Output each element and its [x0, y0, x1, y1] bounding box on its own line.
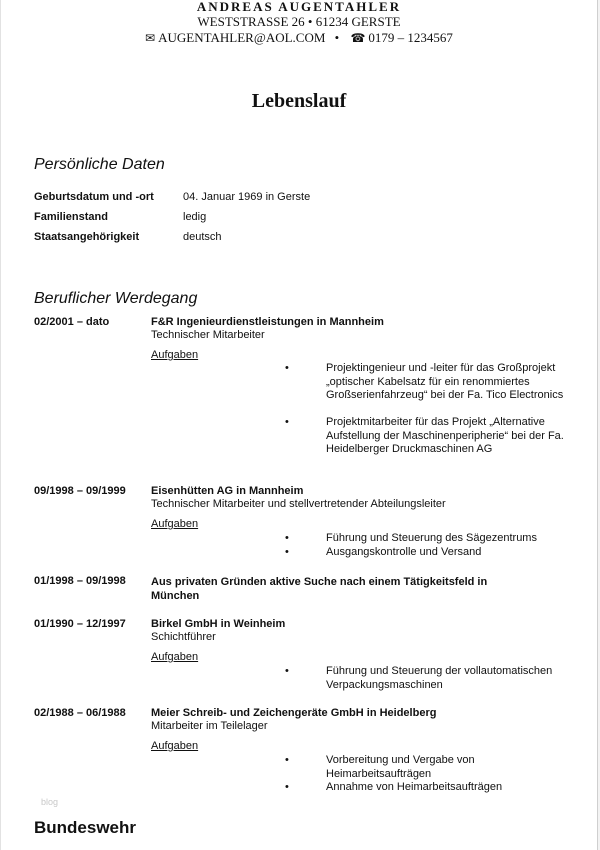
career-entry-4-task-1: Führung und Steuerung der vollautomatischen Verpackungsmaschinen	[326, 665, 553, 691]
career-entry-1-task-2: Projektmitarbeiter für das Projekt „Alternative Aufstellung der Maschinenperipherie“ bei der Fa. Heidelberger Druckmaschinen AG	[326, 416, 564, 455]
career-entry-4-tasks-label: Aufgaben	[151, 651, 199, 663]
contact-separator: •	[334, 30, 340, 45]
bullet: •	[285, 362, 289, 374]
personal-label-marital: Familienstand	[34, 211, 108, 223]
bullet: •	[285, 754, 289, 766]
bullet: •	[285, 781, 289, 793]
personal-value-nationality: deutsch	[183, 231, 222, 243]
bullet: •	[285, 546, 289, 558]
bullet: •	[285, 416, 289, 428]
career-entry-1-dates: 02/2001 – dato	[34, 316, 110, 328]
section-heading-bundeswehr: Bundeswehr	[34, 818, 137, 837]
career-entry-2-role: Technischer Mitarbeiter und stellvertretender Abteilungsleiter	[151, 498, 446, 510]
section-heading-career: Beruflicher Werdegang	[34, 290, 198, 307]
applicant-name: ANDREAS AUGENTAHLER	[196, 0, 402, 14]
career-entry-5-task-1: Vorbereitung und Vergabe von Heimarbeitsaufträgen	[326, 754, 475, 780]
applicant-phone: 0179 – 1234567	[368, 30, 453, 45]
personal-label-nationality: Staatsangehörigkeit	[34, 231, 140, 243]
personal-value-marital: ledig	[183, 211, 207, 223]
applicant-email[interactable]: AUGENTAHLER@AOL.COM	[158, 30, 326, 45]
career-entry-5-task-2: Annahme von Heimarbeitsaufträgen	[326, 781, 503, 793]
career-entry-2-dates: 09/1998 – 09/1999	[34, 485, 126, 497]
career-entry-4-role: Schichtführer	[151, 631, 216, 643]
career-entry-2-tasks-label: Aufgaben	[151, 518, 199, 530]
career-entry-5-tasks-label: Aufgaben	[151, 740, 199, 752]
personal-label-birth: Geburtsdatum und -ort	[34, 191, 154, 203]
career-entry-1-company: F&R Ingenieurdienstleistungen in Mannheim	[151, 316, 384, 328]
career-entry-3-dates: 01/1998 – 09/1998	[34, 575, 126, 587]
section-heading-personal: Persönliche Daten	[34, 156, 165, 173]
career-entry-3-description: Aus privaten Gründen aktive Suche nach einem Tätigkeitsfeld in München	[151, 576, 488, 602]
career-entry-5-role: Mitarbeiter im Teilelager	[151, 720, 268, 732]
career-entry-4-dates: 01/1990 – 12/1997	[34, 618, 126, 630]
applicant-contact	[1, 30, 597, 46]
envelope-icon: ✉	[145, 31, 156, 45]
career-entry-5-dates: 02/1988 – 06/1988	[34, 707, 126, 719]
career-entry-2-task-1: Führung und Steuerung des Sägezentrums	[326, 532, 537, 544]
career-entry-1-task-1: Projektingenieur und -leiter für das Großprojekt „optischer Kabelsatz für ein renommiertes Großserienfahrzeug“ bei der Fa. Tico Electronics	[326, 362, 564, 401]
personal-value-birth: 04. Januar 1969 in Gerste	[183, 191, 311, 203]
career-entry-1-role: Technischer Mitarbeiter	[151, 329, 265, 341]
bullet: •	[285, 532, 289, 544]
career-entry-2-company: Eisenhütten AG in Mannheim	[151, 485, 304, 497]
watermark: blog	[41, 797, 59, 807]
page-title: Lebenslauf	[251, 90, 347, 112]
career-entry-5-company: Meier Schreib- und Zeichengeräte GmbH in Heidelberg	[151, 707, 437, 719]
career-entry-2-task-2: Ausgangskontrolle und Versand	[326, 546, 482, 558]
applicant-address: WESTSTRASSE 26 • 61234 GERSTE	[197, 14, 401, 29]
career-entry-4-company: Birkel GmbH in Weinheim	[151, 618, 286, 630]
phone-icon: ☎	[350, 31, 366, 45]
career-entry-1-tasks-label: Aufgaben	[151, 349, 199, 361]
bullet: •	[285, 665, 289, 677]
